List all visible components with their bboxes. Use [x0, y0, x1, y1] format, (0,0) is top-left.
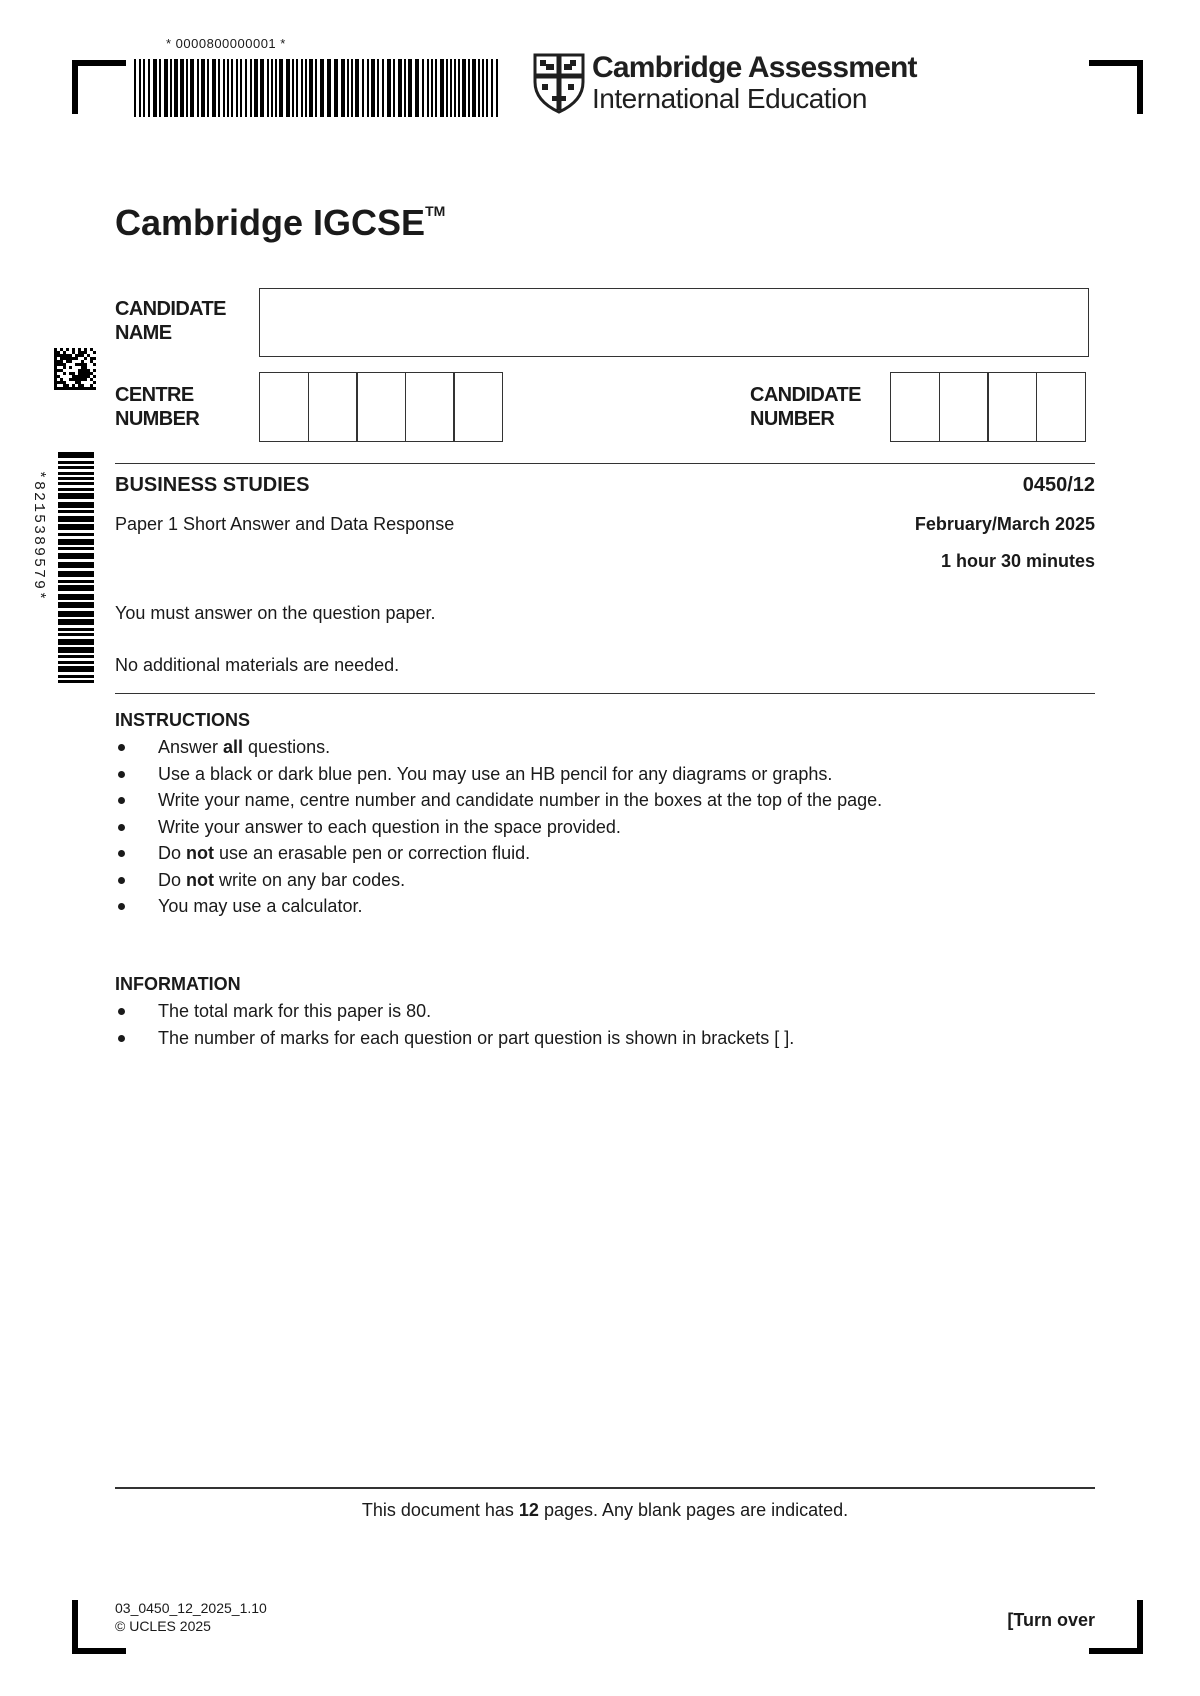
- materials-note: No additional materials are needed.: [115, 655, 400, 675]
- centre-number-digit[interactable]: [259, 372, 309, 442]
- centre-number-digit[interactable]: [405, 372, 455, 442]
- page-count-note: This document has 12 pages. Any blank pages are indicated.: [361, 1500, 849, 1520]
- candidate-name-field[interactable]: [259, 288, 1089, 357]
- divider: [115, 693, 1095, 694]
- instructions-heading: INSTRUCTIONS: [115, 710, 250, 730]
- brand-name: Cambridge IGCSE: [115, 202, 426, 243]
- list-item: Answer all questions.: [115, 734, 882, 761]
- side-matrix-code: [54, 348, 96, 390]
- barcode-number: * 0000800000001 *: [166, 36, 286, 51]
- candidate-name-label: CANDIDATE NAME: [115, 298, 226, 344]
- corner-mark-top-right: [1089, 60, 1143, 114]
- cambridge-logo: [532, 52, 917, 114]
- list-item: Do not use an erasable pen or correction fluid.: [115, 840, 882, 867]
- list-item: Use a black or dark blue pen. You may use an HB pencil for any diagrams or graphs.: [115, 761, 882, 788]
- answer-note: You must answer on the question paper.: [115, 603, 436, 623]
- paper-title: Paper 1 Short Answer and Data Response: [115, 514, 455, 534]
- document-reference: [115, 1599, 267, 1635]
- side-barcode-number: *8215389579*: [30, 470, 47, 603]
- information-heading: INFORMATION: [115, 974, 241, 994]
- candidate-number-digit[interactable]: [890, 372, 940, 442]
- centre-number-digit[interactable]: [453, 372, 503, 442]
- candidate-number-boxes: [890, 372, 1086, 442]
- shield-crest-icon: [532, 52, 586, 114]
- logo-line-2: International Education: [592, 83, 867, 114]
- logo-line-1: Cambridge Assessment: [592, 51, 917, 84]
- subject-title: BUSINESS STUDIES: [115, 474, 310, 496]
- exam-duration: 1 hour 30 minutes: [940, 551, 1095, 571]
- turn-over-label: [Turn over: [1007, 1610, 1095, 1630]
- candidate-number-digit[interactable]: [939, 372, 989, 442]
- centre-number-label: CENTRE NUMBER: [115, 384, 200, 430]
- centre-number-digit[interactable]: [308, 372, 358, 442]
- list-item: You may use a calculator.: [115, 893, 882, 920]
- footer-divider: [115, 1487, 1095, 1489]
- instructions-list: [115, 734, 882, 920]
- information-list: [115, 998, 794, 1051]
- corner-mark-top-left: [72, 60, 126, 114]
- centre-number-digit[interactable]: [356, 372, 406, 442]
- trademark-symbol: TM: [425, 203, 446, 219]
- top-barcode: [134, 59, 500, 117]
- divider: [115, 463, 1095, 464]
- candidate-number-digit[interactable]: [1036, 372, 1086, 442]
- corner-mark-bottom-right: [1089, 1600, 1143, 1654]
- brand-title: [115, 202, 445, 244]
- list-item: Write your answer to each question in the space provided.: [115, 814, 882, 841]
- list-item: Do not write on any bar codes.: [115, 867, 882, 894]
- list-item: The total mark for this paper is 80.: [115, 998, 794, 1025]
- copyright: © UCLES 2025: [115, 1618, 211, 1634]
- list-item: The number of marks for each question or part question is shown in brackets [ ].: [115, 1025, 794, 1052]
- centre-number-boxes: [259, 372, 503, 442]
- side-barcode: [58, 452, 94, 684]
- candidate-number-digit[interactable]: [987, 372, 1037, 442]
- paper-code: 0450/12: [1022, 474, 1095, 496]
- exam-session: February/March 2025: [914, 514, 1095, 534]
- list-item: Write your name, centre number and candidate number in the boxes at the top of the page.: [115, 787, 882, 814]
- candidate-number-label: CANDIDATE NUMBER: [750, 384, 861, 430]
- reference-code: 03_0450_12_2025_1.10: [115, 1600, 267, 1616]
